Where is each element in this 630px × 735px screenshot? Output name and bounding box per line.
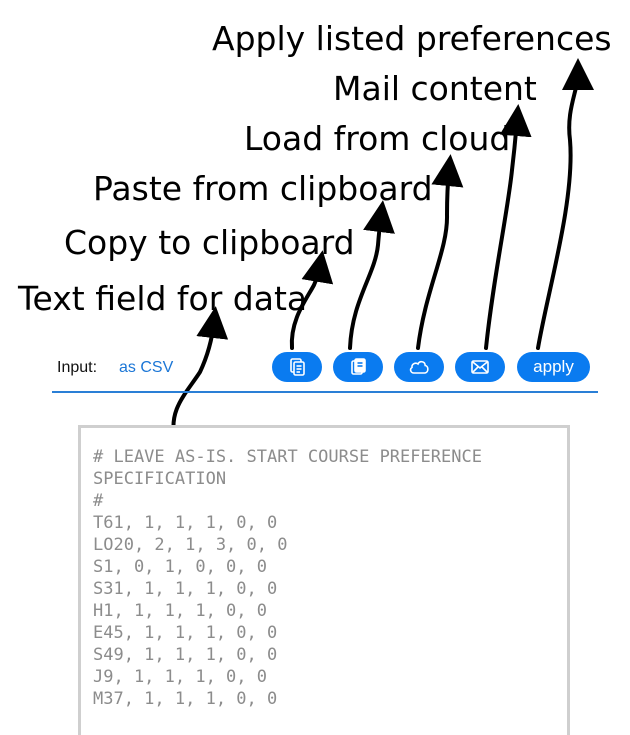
text-field-line: J9, 1, 1, 1, 0, 0 <box>93 667 267 687</box>
text-field-line: M37, 1, 1, 1, 0, 0 <box>93 689 278 709</box>
load-from-cloud-button[interactable] <box>394 352 444 382</box>
copy-to-clipboard-button[interactable] <box>272 352 322 382</box>
apply-button[interactable]: apply <box>517 352 590 382</box>
cloud-icon <box>408 359 430 375</box>
data-text-lines <box>81 428 567 710</box>
paste-from-clipboard-button[interactable] <box>333 352 383 382</box>
callout-mail-content: Mail content <box>333 69 537 108</box>
text-field-line: # <box>93 491 104 511</box>
arrow-apply <box>538 74 578 348</box>
text-field-line: S31, 1, 1, 1, 0, 0 <box>93 579 278 599</box>
arrow-cloud <box>418 170 449 348</box>
toolbar-divider <box>52 391 598 393</box>
text-field-line: S1, 0, 1, 0, 0, 0 <box>93 557 267 577</box>
callout-paste-from-clipboard: Paste from clipboard <box>93 169 433 208</box>
callout-copy-to-clipboard: Copy to clipboard <box>64 223 355 262</box>
text-field-line: E45, 1, 1, 1, 0, 0 <box>93 623 278 643</box>
arrow-copy <box>292 266 320 348</box>
mail-content-button[interactable] <box>455 352 505 382</box>
input-label: Input: <box>57 359 98 376</box>
text-field-line: # LEAVE AS-IS. START COURSE PREFERENCE <box>93 447 482 467</box>
mail-icon <box>470 359 490 375</box>
arrow-text-field <box>173 322 214 440</box>
text-field-line: LO20, 2, 1, 3, 0, 0 <box>93 535 288 555</box>
format-selector-csv[interactable]: as CSV <box>119 359 174 376</box>
text-field-line: SPECIFICATION <box>93 469 227 489</box>
text-field-line: T61, 1, 1, 1, 0, 0 <box>93 513 278 533</box>
callout-apply-listed-preferences: Apply listed preferences <box>212 19 612 58</box>
text-field-line: H1, 1, 1, 1, 0, 0 <box>93 601 267 621</box>
paste-icon <box>349 357 367 377</box>
callout-text-field-for-data: Text field for data <box>18 279 308 318</box>
data-text-field[interactable] <box>78 425 570 735</box>
callout-load-from-cloud: Load from cloud <box>244 119 511 158</box>
arrow-mail <box>486 120 517 348</box>
copy-icon <box>288 357 306 377</box>
text-field-line: S49, 1, 1, 1, 0, 0 <box>93 645 278 665</box>
arrow-paste <box>350 216 381 348</box>
